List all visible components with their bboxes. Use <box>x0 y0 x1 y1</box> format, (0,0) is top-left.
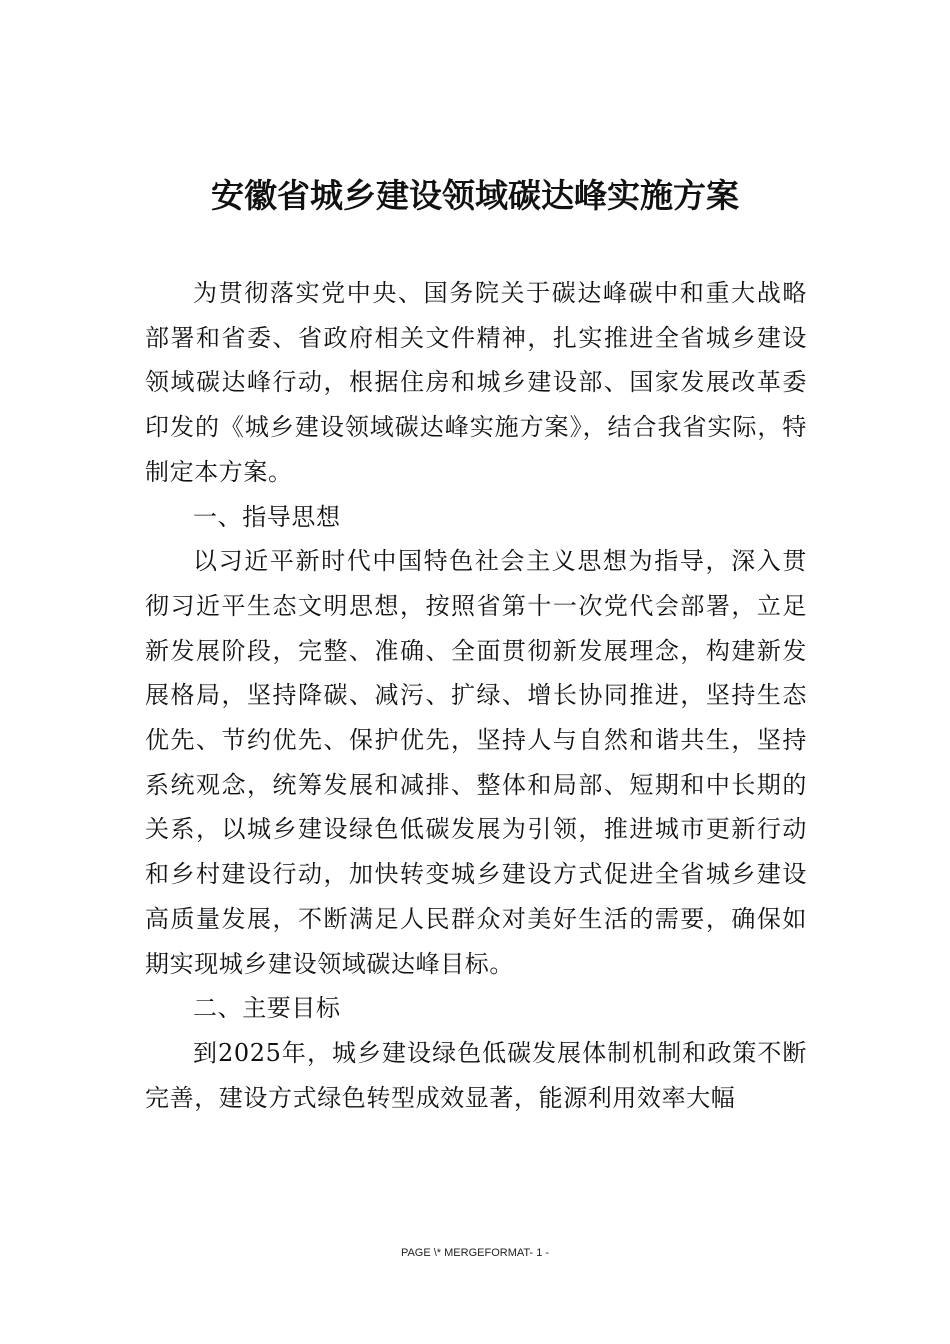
section-heading-guiding-thought: 一、指导思想 <box>193 502 341 531</box>
paragraph-main-goals: 到2025年，城乡建设绿色低碳发展体制机制和政策不断完善，建设方式绿色转型成效显著，能源利用效率大幅 <box>145 1038 807 1112</box>
page-footer: PAGE \* MERGEFORMAT- 1 - <box>400 1247 550 1259</box>
paragraph-intro: 为贯彻落实党中央、国务院关于碳达峰碳中和重大战略部署和省委、省政府相关文件精神，扎实推进全省城乡建设领域碳达峰行动，根据住房和城乡建设部、国家发展改革委印发的《城乡建设领域碳达峰实施方案》，结合我省实际，特制定本方案。 <box>145 279 807 486</box>
paragraph-guiding-thought: 以习近平新时代中国特色社会主义思想为指导，深入贯彻习近平生态文明思想，按照省第十一次党代会部署，立足新发展阶段，完整、准确、全面贯彻新发展理念，构建新发展格局，坚持降碳、减污、扩绿、增长协同推进，坚持生态优先、节约优先、保护优先，坚持人与自然和谐共生，坚持系统观念，统筹发展和减排、整体和局部、短期和中长期的关系，以城乡建设绿色低碳发展为引领，推进城市更新行动和乡村建设行动，加快转变城乡建设方式促进全省城乡建设高质量发展，不断满足人民群众对美好生活的需要，确保如期实现城乡建设领域碳达峰目标。 <box>145 547 807 978</box>
document-title: 安徽省城乡建设领域碳达峰实施方案 <box>211 176 739 215</box>
document-body <box>145 271 807 1120</box>
section-heading-main-goals: 二、主要目标 <box>193 994 341 1023</box>
